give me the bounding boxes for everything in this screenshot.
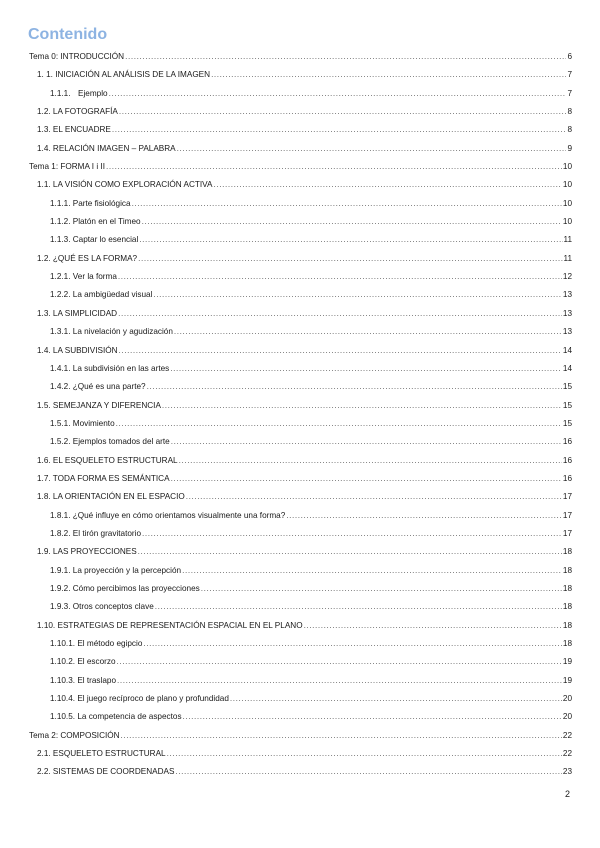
toc-entry-title: 1.4. LA SUBDIVISIÓN — [37, 345, 118, 355]
toc-entry-title: 1.4.1. La subdivisión en las artes — [50, 363, 170, 373]
dot-leader — [186, 488, 562, 506]
toc-entry-page: 16 — [562, 473, 572, 483]
toc-entry-title: 1.10.3. El traslapo — [50, 675, 116, 685]
toc-entry-title: 1.9. LAS PROYECCIONES — [37, 547, 137, 557]
toc-entry-title: 1.1.1. Parte fisiológica — [50, 198, 131, 208]
toc-entry-title: 1.9.1. La proyección y la percepción — [50, 565, 182, 575]
toc-entry[interactable] — [29, 66, 572, 84]
toc-entry-page: 14 — [562, 345, 572, 355]
dot-leader — [117, 672, 562, 690]
dot-leader — [175, 763, 561, 781]
dot-leader — [109, 85, 567, 103]
toc-entry-page: 18 — [562, 602, 572, 612]
toc-entry[interactable] — [29, 213, 572, 231]
toc-entry-page: 15 — [562, 418, 572, 428]
dot-leader — [286, 507, 562, 525]
toc-entry-page: 16 — [562, 437, 572, 447]
dot-leader — [304, 617, 562, 635]
toc-entry-page: 22 — [562, 730, 572, 740]
toc-entry[interactable] — [29, 708, 572, 726]
toc-entry-title: 1.5.1. Movimiento — [50, 418, 115, 428]
toc-entry[interactable] — [29, 140, 572, 158]
toc-entry[interactable] — [29, 48, 572, 66]
toc-entry[interactable] — [29, 452, 572, 470]
dot-leader — [142, 525, 562, 543]
dot-leader — [118, 305, 562, 323]
toc-entry-title: 1.4.2. ¿Qué es una parte? — [50, 382, 146, 392]
toc-entry-title: 1.8. LA ORIENTACIÓN EN EL ESPACIO — [37, 492, 185, 502]
toc-entry-page: 15 — [562, 400, 572, 410]
toc-entry-page: 9 — [567, 143, 572, 153]
toc-entry-page: 17 — [562, 492, 572, 502]
toc-entry-page: 8 — [567, 107, 572, 117]
page-number: 2 — [564, 789, 570, 799]
toc-entry-title — [50, 85, 108, 103]
toc-entry[interactable] — [29, 85, 572, 103]
toc-entry-title: 1.5.2. Ejemplos tomados del arte — [50, 437, 170, 447]
toc-entry[interactable] — [29, 415, 572, 433]
toc-entry-title: 1.7. TODA FORMA ES SEMÁNTICA — [37, 473, 170, 483]
toc-entry-title: 1.9.2. Cómo percibimos las proyecciones — [50, 583, 200, 593]
dot-leader — [183, 708, 562, 726]
dot-leader — [121, 727, 562, 745]
toc-entry-title: Tema 0: INTRODUCCIÓN — [29, 52, 125, 61]
dot-leader — [118, 268, 562, 286]
toc-entry[interactable] — [29, 672, 572, 690]
toc-entry[interactable] — [29, 488, 572, 506]
dot-leader — [119, 103, 567, 121]
toc-entry-number: 1.1.1. — [50, 88, 71, 98]
toc-entry-title: 2.1. ESQUELETO ESTRUCTURAL — [37, 749, 166, 759]
toc-entry[interactable] — [29, 176, 572, 194]
toc-entry-title: Tema 1: FORMA I i II — [29, 162, 105, 172]
toc-entry-page: 11 — [563, 253, 572, 263]
toc-entry[interactable] — [29, 617, 572, 635]
toc-entry-page: 18 — [562, 620, 572, 630]
toc-entry-page: 8 — [567, 125, 572, 135]
toc-entry-page: 16 — [562, 455, 572, 465]
toc-entry-page: 17 — [562, 528, 572, 538]
toc-entry[interactable] — [29, 397, 572, 415]
toc-heading: Contenido — [28, 26, 108, 43]
dot-leader — [179, 452, 562, 470]
toc-entry-title: 1.9.3. Otros conceptos clave — [50, 602, 154, 612]
table-of-contents — [29, 48, 572, 782]
dot-leader — [132, 195, 562, 213]
dot-leader — [211, 66, 566, 84]
toc-entry[interactable] — [29, 727, 572, 745]
toc-entry-page: 10 — [562, 217, 572, 227]
toc-entry-title: 1.5. SEMEJANZA Y DIFERENCIA — [37, 400, 161, 410]
toc-entry-page: 14 — [562, 363, 572, 373]
dot-leader — [125, 48, 566, 66]
toc-entry-title: 1.10.4. El juego recíproco de plano y profundidad — [50, 694, 229, 704]
toc-entry-page: 13 — [562, 290, 572, 300]
toc-entry-title: Tema 2: COMPOSICIÓN — [29, 730, 120, 740]
dot-leader — [153, 286, 561, 304]
toc-entry-title: 1.2. ¿QUÉ ES LA FORMA? — [37, 253, 138, 263]
toc-entry[interactable] — [29, 507, 572, 525]
toc-entry-page: 12 — [562, 272, 572, 282]
toc-entry-page: 18 — [562, 547, 572, 557]
dot-leader — [119, 342, 562, 360]
toc-entry-text: Ejemplo — [78, 88, 108, 98]
toc-entry-title: 1.2.2. La ambigüedad visual — [50, 290, 153, 300]
toc-entry[interactable] — [29, 543, 572, 561]
dot-leader — [112, 121, 567, 139]
toc-entry-page: 20 — [562, 694, 572, 704]
toc-entry-title: 1.6. EL ESQUELETO ESTRUCTURAL — [37, 455, 178, 465]
toc-entry[interactable] — [29, 690, 572, 708]
dot-leader — [117, 653, 562, 671]
toc-entry-title: 1.2.1. Ver la forma — [50, 272, 117, 282]
toc-entry[interactable] — [29, 342, 572, 360]
toc-entry-page: 15 — [562, 382, 572, 392]
toc-entry[interactable] — [29, 378, 572, 396]
toc-entry-page: 10 — [562, 198, 572, 208]
toc-entry[interactable] — [29, 598, 572, 616]
toc-entry-page: 7 — [567, 70, 572, 80]
dot-leader — [162, 397, 562, 415]
dot-leader — [170, 360, 562, 378]
toc-entry-page: 17 — [562, 510, 572, 520]
toc-entry-title: 1.8.2. El tirón gravitatorio — [50, 528, 142, 538]
dot-leader — [116, 415, 562, 433]
toc-entry[interactable] — [29, 121, 572, 139]
toc-entry-title: 1.4. RELACIÓN IMAGEN – PALABRA — [37, 143, 176, 153]
toc-entry-title: 1.2. LA FOTOGRAFÍA — [37, 107, 118, 117]
toc-entry[interactable] — [29, 562, 572, 580]
toc-entry-page: 20 — [562, 712, 572, 722]
dot-leader — [142, 213, 562, 231]
toc-entry-title: 1.1.3. Captar lo esencial — [50, 235, 139, 245]
toc-entry-title: 1.3.1. La nivelación y agudización — [50, 327, 173, 337]
dot-leader — [139, 231, 562, 249]
dot-leader — [171, 433, 562, 451]
toc-entry-page: 22 — [562, 749, 572, 759]
dot-leader — [171, 470, 562, 488]
toc-entry[interactable] — [29, 433, 572, 451]
dot-leader — [138, 543, 562, 561]
toc-entry[interactable] — [29, 103, 572, 121]
dot-leader — [106, 158, 562, 176]
toc-entry-page: 23 — [562, 767, 572, 777]
toc-entry-title: 1.10.1. El método egipcio — [50, 639, 143, 648]
toc-entry[interactable] — [29, 286, 572, 304]
dot-leader — [143, 635, 561, 653]
dot-leader — [213, 176, 561, 194]
toc-entry-title: 1.3. EL ENCUADRE — [37, 125, 111, 135]
toc-entry[interactable] — [29, 525, 572, 543]
toc-entry-title: 1.10. ESTRATEGIAS DE REPRESENTACIÓN ESPACIAL EN EL PLANO — [37, 620, 303, 630]
toc-entry[interactable] — [29, 580, 572, 598]
dot-leader — [174, 323, 562, 341]
toc-entry-title: 1.3. LA SIMPLICIDAD — [37, 308, 118, 318]
toc-entry-title: 1.1. LA VISIÓN COMO EXPLORACIÓN ACTIVA — [37, 180, 213, 190]
toc-entry-page: 18 — [562, 583, 572, 593]
toc-entry[interactable] — [29, 323, 572, 341]
dot-leader — [177, 140, 567, 158]
toc-entry-page: 10 — [562, 162, 572, 172]
toc-entry-page: 11 — [563, 235, 572, 245]
toc-entry[interactable] — [29, 763, 572, 781]
toc-entry-page: 18 — [562, 565, 572, 575]
toc-entry[interactable] — [29, 250, 572, 268]
toc-entry[interactable] — [29, 305, 572, 323]
toc-entry[interactable] — [29, 470, 572, 488]
toc-entry[interactable] — [29, 231, 572, 249]
toc-entry-title: 1.10.2. El escorzo — [50, 657, 116, 667]
toc-entry-title: 1.10.5. La competencia de aspectos — [50, 712, 182, 722]
dot-leader — [201, 580, 562, 598]
dot-leader — [182, 562, 562, 580]
toc-entry-title: 2.2. SISTEMAS DE COORDENADAS — [37, 767, 175, 777]
dot-leader — [147, 378, 562, 396]
toc-entry-page: 7 — [567, 88, 572, 98]
toc-entry-title: 1.1.2. Platón en el Timeo — [50, 217, 141, 227]
dot-leader — [230, 690, 562, 708]
toc-entry[interactable] — [29, 268, 572, 286]
toc-entry-page: 10 — [562, 180, 572, 190]
toc-entry[interactable] — [29, 653, 572, 671]
dot-leader — [155, 598, 562, 616]
dot-leader — [138, 250, 562, 268]
toc-entry[interactable] — [29, 158, 572, 176]
toc-entry-page: 13 — [562, 308, 572, 318]
toc-entry[interactable] — [29, 745, 572, 763]
toc-entry-title: 1. 1. INICIACIÓN AL ANÁLISIS DE LA IMAGEN — [37, 70, 211, 80]
toc-entry[interactable] — [29, 360, 572, 378]
toc-entry-page: 6 — [567, 52, 572, 61]
dot-leader — [167, 745, 562, 763]
toc-entry-title: 1.8.1. ¿Qué influye en cómo orientamos visualmente una forma? — [50, 510, 286, 520]
toc-entry-page: 18 — [562, 639, 572, 648]
toc-entry-page: 19 — [562, 675, 572, 685]
toc-entry[interactable] — [29, 635, 572, 653]
toc-entry-page: 13 — [562, 327, 572, 337]
toc-entry-page: 19 — [562, 657, 572, 667]
toc-entry[interactable] — [29, 195, 572, 213]
